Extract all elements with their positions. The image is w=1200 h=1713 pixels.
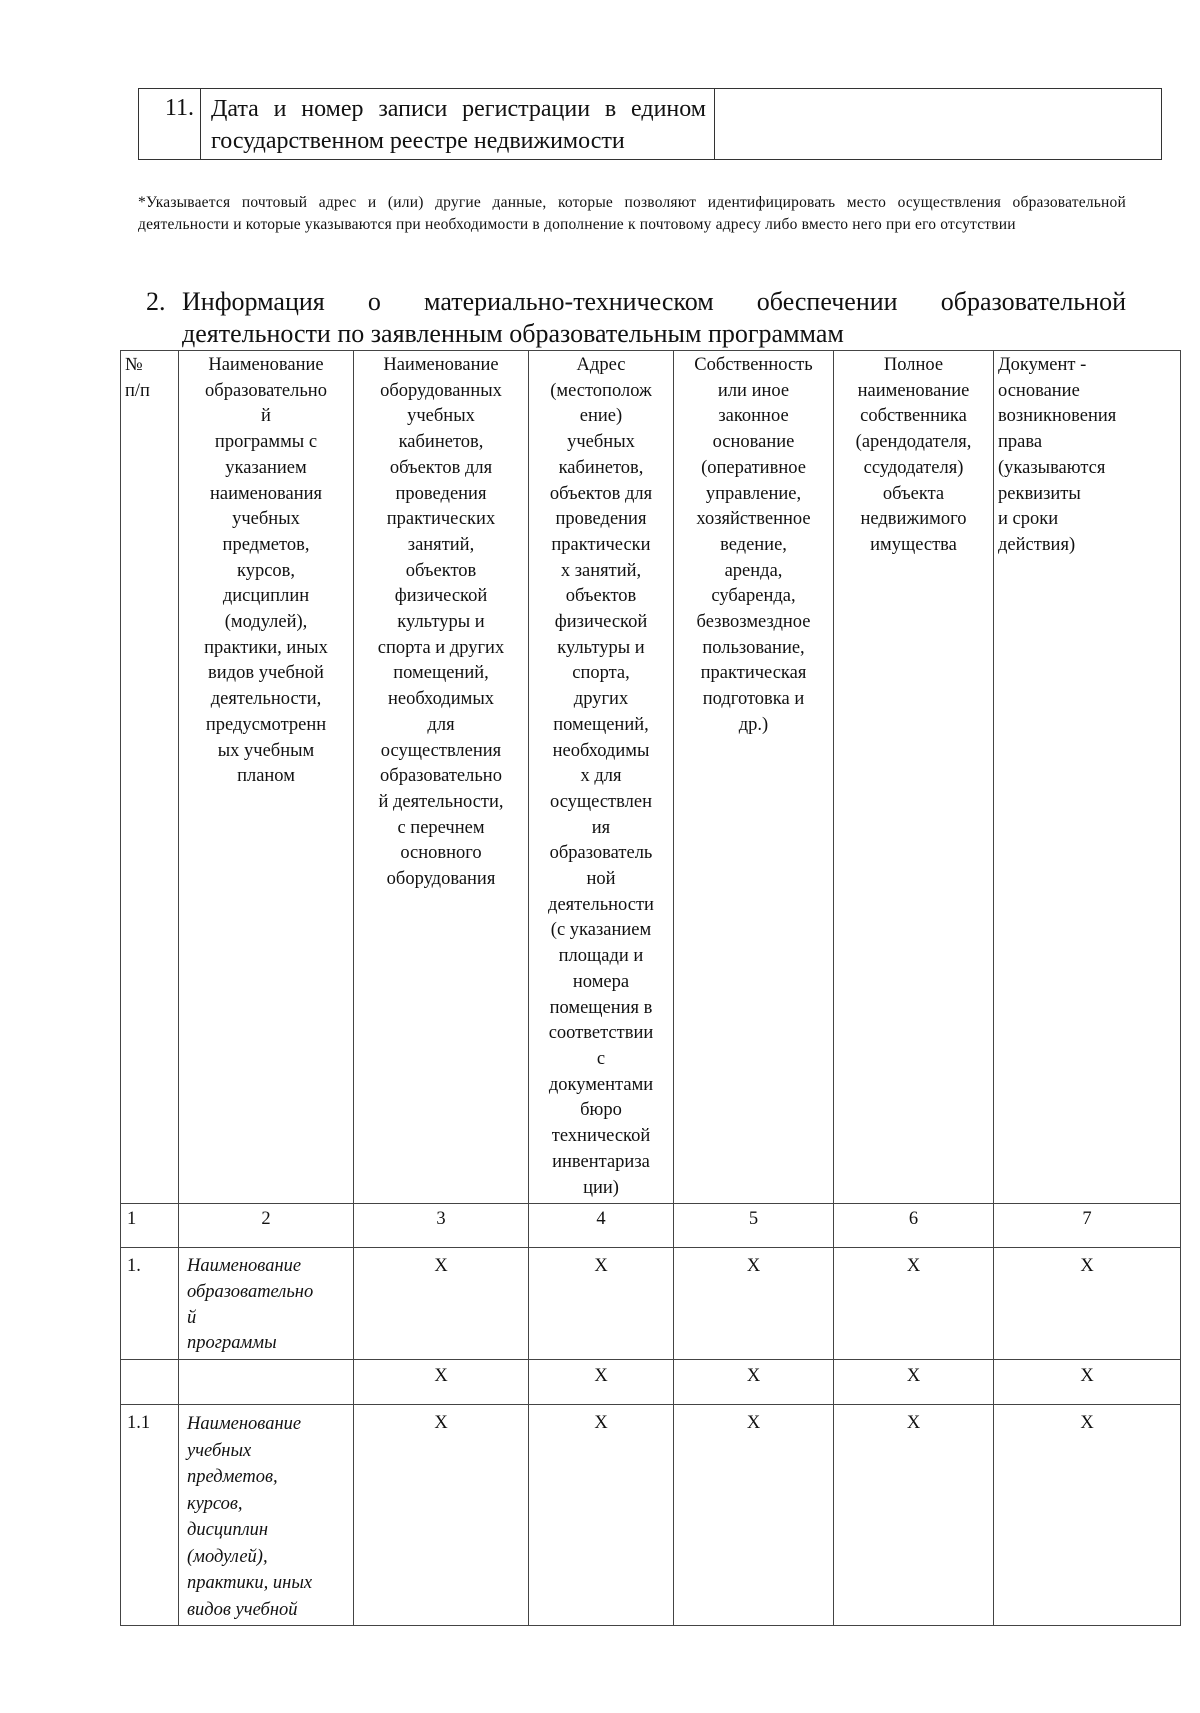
column-index: 5 (674, 1204, 834, 1248)
column-index: 4 (529, 1204, 674, 1248)
table-cell: X (354, 1405, 529, 1626)
header-cell-rooms: Наименование оборудованных учебных кабинетов, объектов для проведения практических занятий, объектов физической культуры и спорта и других помещений, необходимых для осуществления образовательно й деятельности, с перечнем основного оборудования (354, 351, 529, 1204)
footnote: *Указывается почтовый адрес и (или) другие данные, которые позволяют идентифицировать место осуществления образовательной деятельности и которые указываются при необходимости в дополнение к почтовому адресу либо вместо него при его отсутствии (138, 194, 1126, 233)
table-cell: X (674, 1248, 834, 1360)
header-cell-document: Документ - основание возникновения права (указываются реквизиты и сроки действия) (994, 351, 1181, 1204)
row-number (121, 1360, 179, 1405)
table-cell: X (354, 1248, 529, 1360)
table-row (121, 1360, 1181, 1405)
section-number: 2. (146, 287, 166, 316)
row-name: Наименование учебных предметов, курсов, дисциплин (модулей), практики, иных видов учебной (179, 1405, 354, 1626)
table-cell: X (529, 1360, 674, 1405)
column-index: 2 (179, 1204, 354, 1248)
header-cell-num: № п/п (121, 351, 179, 1204)
table-cell: X (994, 1248, 1181, 1360)
section-title: Информация о материально-техническом обеспечении образовательной деятельности по заявленным образовательным программам (182, 287, 1126, 348)
table-cell: X (994, 1405, 1181, 1626)
table-cell: X (674, 1360, 834, 1405)
header-cell-address: Адрес (местополож ение) учебных кабинетов, объектов для проведения практически х занятий, объектов физической культуры и спорта, других помещений, необходимы х для осуществлен ия образователь ной деятельности (с указанием площади и номера помещения в соответствии с документами бюро технической инвентариза ции) (529, 351, 674, 1204)
row-number: 11. (139, 89, 201, 160)
table-cell: X (994, 1360, 1181, 1405)
equipment-table (120, 350, 1181, 1626)
table-row (139, 89, 1162, 160)
table-cell: X (674, 1405, 834, 1626)
header-cell-owner: Полное наименование собственника (арендодателя, ссудодателя) объекта недвижимого имущества (834, 351, 994, 1204)
header-row (121, 351, 1181, 1204)
header-cell-ownership: Собственность или иное законное основание (оперативное управление, хозяйственное ведение, аренда, субаренда, безвозмездное пользование, практическая подготовка и др.) (674, 351, 834, 1204)
section-heading (146, 286, 1126, 350)
column-index-row (121, 1204, 1181, 1248)
row-name (179, 1360, 354, 1405)
column-index: 3 (354, 1204, 529, 1248)
row-number: 1.1 (121, 1405, 179, 1626)
table-row (121, 1248, 1181, 1360)
row-label: Дата и номер записи регистрации в едином государственном реестре недвижимости (201, 89, 715, 160)
column-index: 1 (121, 1204, 179, 1248)
registration-table (138, 88, 1162, 160)
column-index: 7 (994, 1204, 1181, 1248)
row-number: 1. (121, 1248, 179, 1360)
table-row (121, 1405, 1181, 1626)
row-value (715, 89, 1162, 160)
column-index: 6 (834, 1204, 994, 1248)
header-cell-program: Наименование образовательно й программы с указанием наименования учебных предметов, курсов, дисциплин (модулей), практики, иных видов учебной деятельности, предусмотренн ых учебным планом (179, 351, 354, 1204)
row-name: Наименование образовательно й программы (179, 1248, 354, 1360)
table-cell: X (834, 1360, 994, 1405)
table-cell: X (354, 1360, 529, 1405)
table-cell: X (529, 1405, 674, 1626)
table-cell: X (834, 1248, 994, 1360)
table-cell: X (834, 1405, 994, 1626)
table-cell: X (529, 1248, 674, 1360)
